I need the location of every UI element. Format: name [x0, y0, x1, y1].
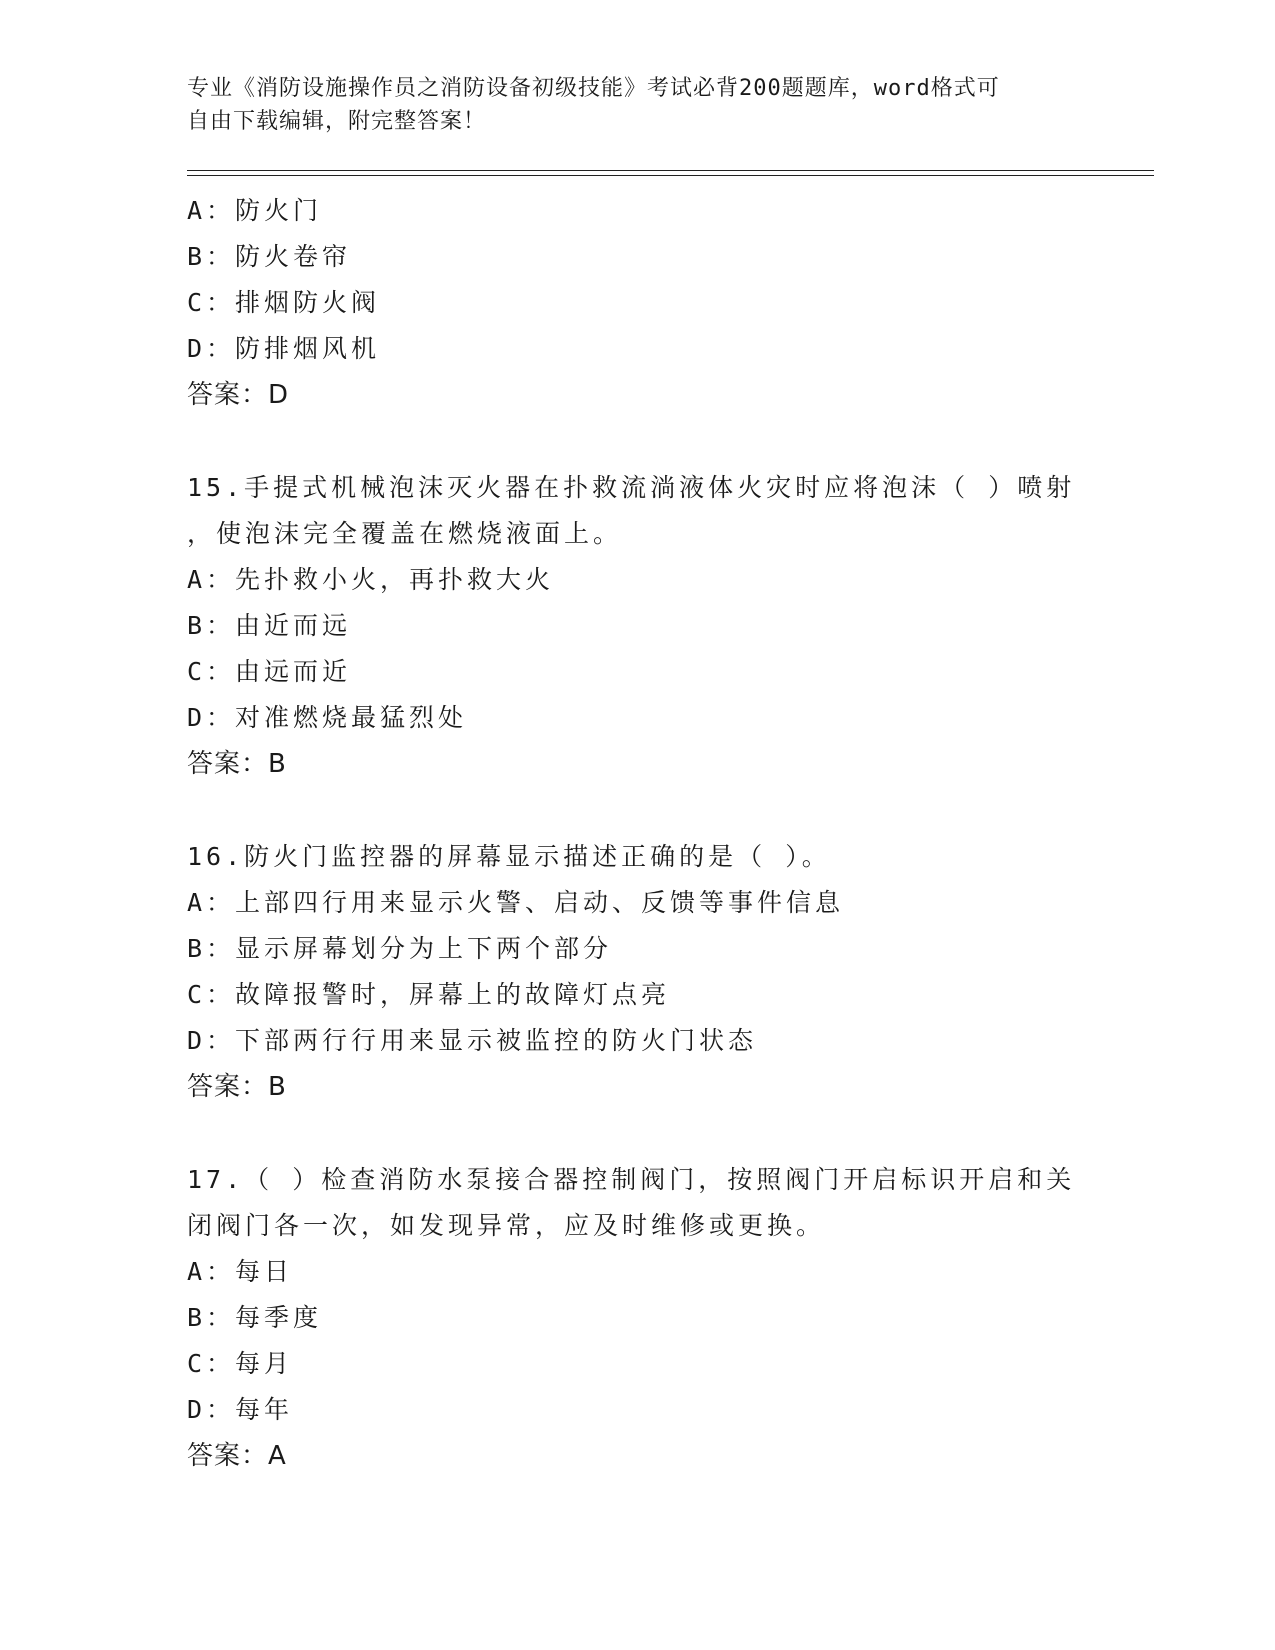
- option-d: D：每年: [187, 1395, 294, 1424]
- answer-line: 答案：B: [187, 1072, 287, 1102]
- question-stem: 15.手提式机械泡沫灭火器在扑救流淌液体火灾时应将泡沫（ ）喷射: [187, 473, 1076, 502]
- question-stem-continued: ，使泡沫完全覆盖在燃烧液面上。: [187, 519, 623, 548]
- question-block-16: [187, 834, 1147, 1110]
- answer-line: 答案：D: [187, 380, 290, 410]
- question-block-17: [187, 1157, 1147, 1479]
- option-c: C：每月: [187, 1349, 294, 1378]
- option-a: A：上部四行用来显示火警、启动、反馈等事件信息: [187, 888, 845, 917]
- question-stem: 17.（ ）检查消防水泵接合器控制阀门，按照阀门开启标识开启和关: [187, 1165, 1076, 1194]
- question-stem-continued: 闭阀门各一次，如发现异常，应及时维修或更换。: [187, 1211, 826, 1240]
- document-header: [187, 72, 1067, 138]
- option-b: B：防火卷帘: [187, 242, 352, 271]
- question-list: [187, 188, 1147, 1479]
- question-block-15: [187, 465, 1147, 787]
- answer-line: 答案：B: [187, 749, 287, 779]
- answer-line: 答案：A: [187, 1441, 287, 1471]
- option-c: C：故障报警时，屏幕上的故障灯点亮: [187, 980, 671, 1009]
- header-rule-top: [187, 170, 1154, 171]
- option-a: A：防火门: [187, 196, 323, 225]
- question-stem: 16.防火门监控器的屏幕显示描述正确的是（ ）。: [187, 842, 831, 871]
- header-line-1: 专业《消防设施操作员之消防设备初级技能》考试必背200题题库，word格式可: [187, 76, 1000, 101]
- option-a: A：先扑救小火，再扑救大火: [187, 565, 555, 594]
- option-d: D：防排烟风机: [187, 334, 381, 363]
- option-a: A：每日: [187, 1257, 294, 1286]
- header-line-2: 自由下载编辑，附完整答案！: [187, 109, 487, 134]
- option-d: D：对准燃烧最猛烈处: [187, 703, 468, 732]
- option-c: C：由远而近: [187, 657, 352, 686]
- header-rule-bottom: [187, 175, 1154, 176]
- option-b: B：每季度: [187, 1303, 323, 1332]
- question-block-14: [187, 188, 1147, 418]
- option-d: D：下部两行行用来显示被监控的防火门状态: [187, 1026, 758, 1055]
- option-c: C：排烟防火阀: [187, 288, 381, 317]
- option-b: B：显示屏幕划分为上下两个部分: [187, 934, 613, 963]
- option-b: B：由近而远: [187, 611, 352, 640]
